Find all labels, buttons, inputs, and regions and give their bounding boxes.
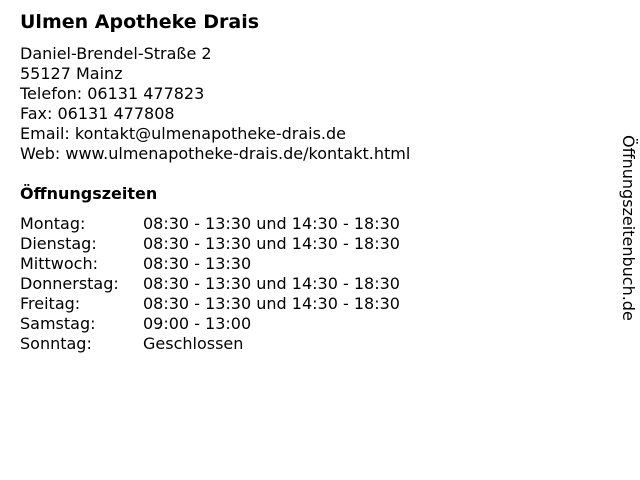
hours-row-wednesday bbox=[20, 254, 400, 274]
opening-hours-table bbox=[20, 214, 400, 354]
hours-time-value: 09:00 - 13:00 bbox=[143, 314, 252, 333]
street-address: Daniel-Brendel-Straße 2 bbox=[20, 44, 212, 63]
fax-number: Fax: 06131 477808 bbox=[20, 104, 175, 123]
website-url: Web: www.ulmenapotheke-drais.de/kontakt.html bbox=[20, 144, 411, 163]
email-address: Email: kontakt@ulmenapotheke-drais.de bbox=[20, 124, 346, 143]
hours-time-value: 08:30 - 13:30 und 14:30 - 18:30 bbox=[143, 274, 400, 293]
hours-row-friday bbox=[20, 294, 400, 314]
hours-time-value: 08:30 - 13:30 und 14:30 - 18:30 bbox=[143, 294, 400, 313]
hours-day-label: Samstag: bbox=[20, 314, 96, 333]
hours-row-tuesday bbox=[20, 234, 400, 254]
page-title: Ulmen Apotheke Drais bbox=[20, 11, 260, 33]
hours-time-value: 08:30 - 13:30 und 14:30 - 18:30 bbox=[143, 234, 400, 253]
hours-row-thursday bbox=[20, 274, 400, 294]
hours-row-saturday bbox=[20, 314, 400, 334]
hours-day-label: Montag: bbox=[20, 214, 86, 233]
brand-watermark: Öffnungszeitenbuch.de bbox=[619, 135, 638, 321]
hours-time-value: 08:30 - 13:30 und 14:30 - 18:30 bbox=[143, 214, 400, 233]
opening-hours-heading: Öffnungszeiten bbox=[20, 184, 158, 203]
hours-day-label: Donnerstag: bbox=[20, 274, 119, 293]
hours-row-sunday bbox=[20, 334, 400, 354]
hours-day-label: Mittwoch: bbox=[20, 254, 98, 273]
postal-city: 55127 Mainz bbox=[20, 64, 123, 83]
phone-number: Telefon: 06131 477823 bbox=[20, 84, 205, 103]
hours-row-monday bbox=[20, 214, 400, 234]
hours-time-value: 08:30 - 13:30 bbox=[143, 254, 252, 273]
hours-day-label: Freitag: bbox=[20, 294, 81, 313]
contact-info bbox=[20, 44, 410, 164]
hours-time-value: Geschlossen bbox=[143, 334, 244, 353]
hours-day-label: Sonntag: bbox=[20, 334, 92, 353]
hours-day-label: Dienstag: bbox=[20, 234, 97, 253]
